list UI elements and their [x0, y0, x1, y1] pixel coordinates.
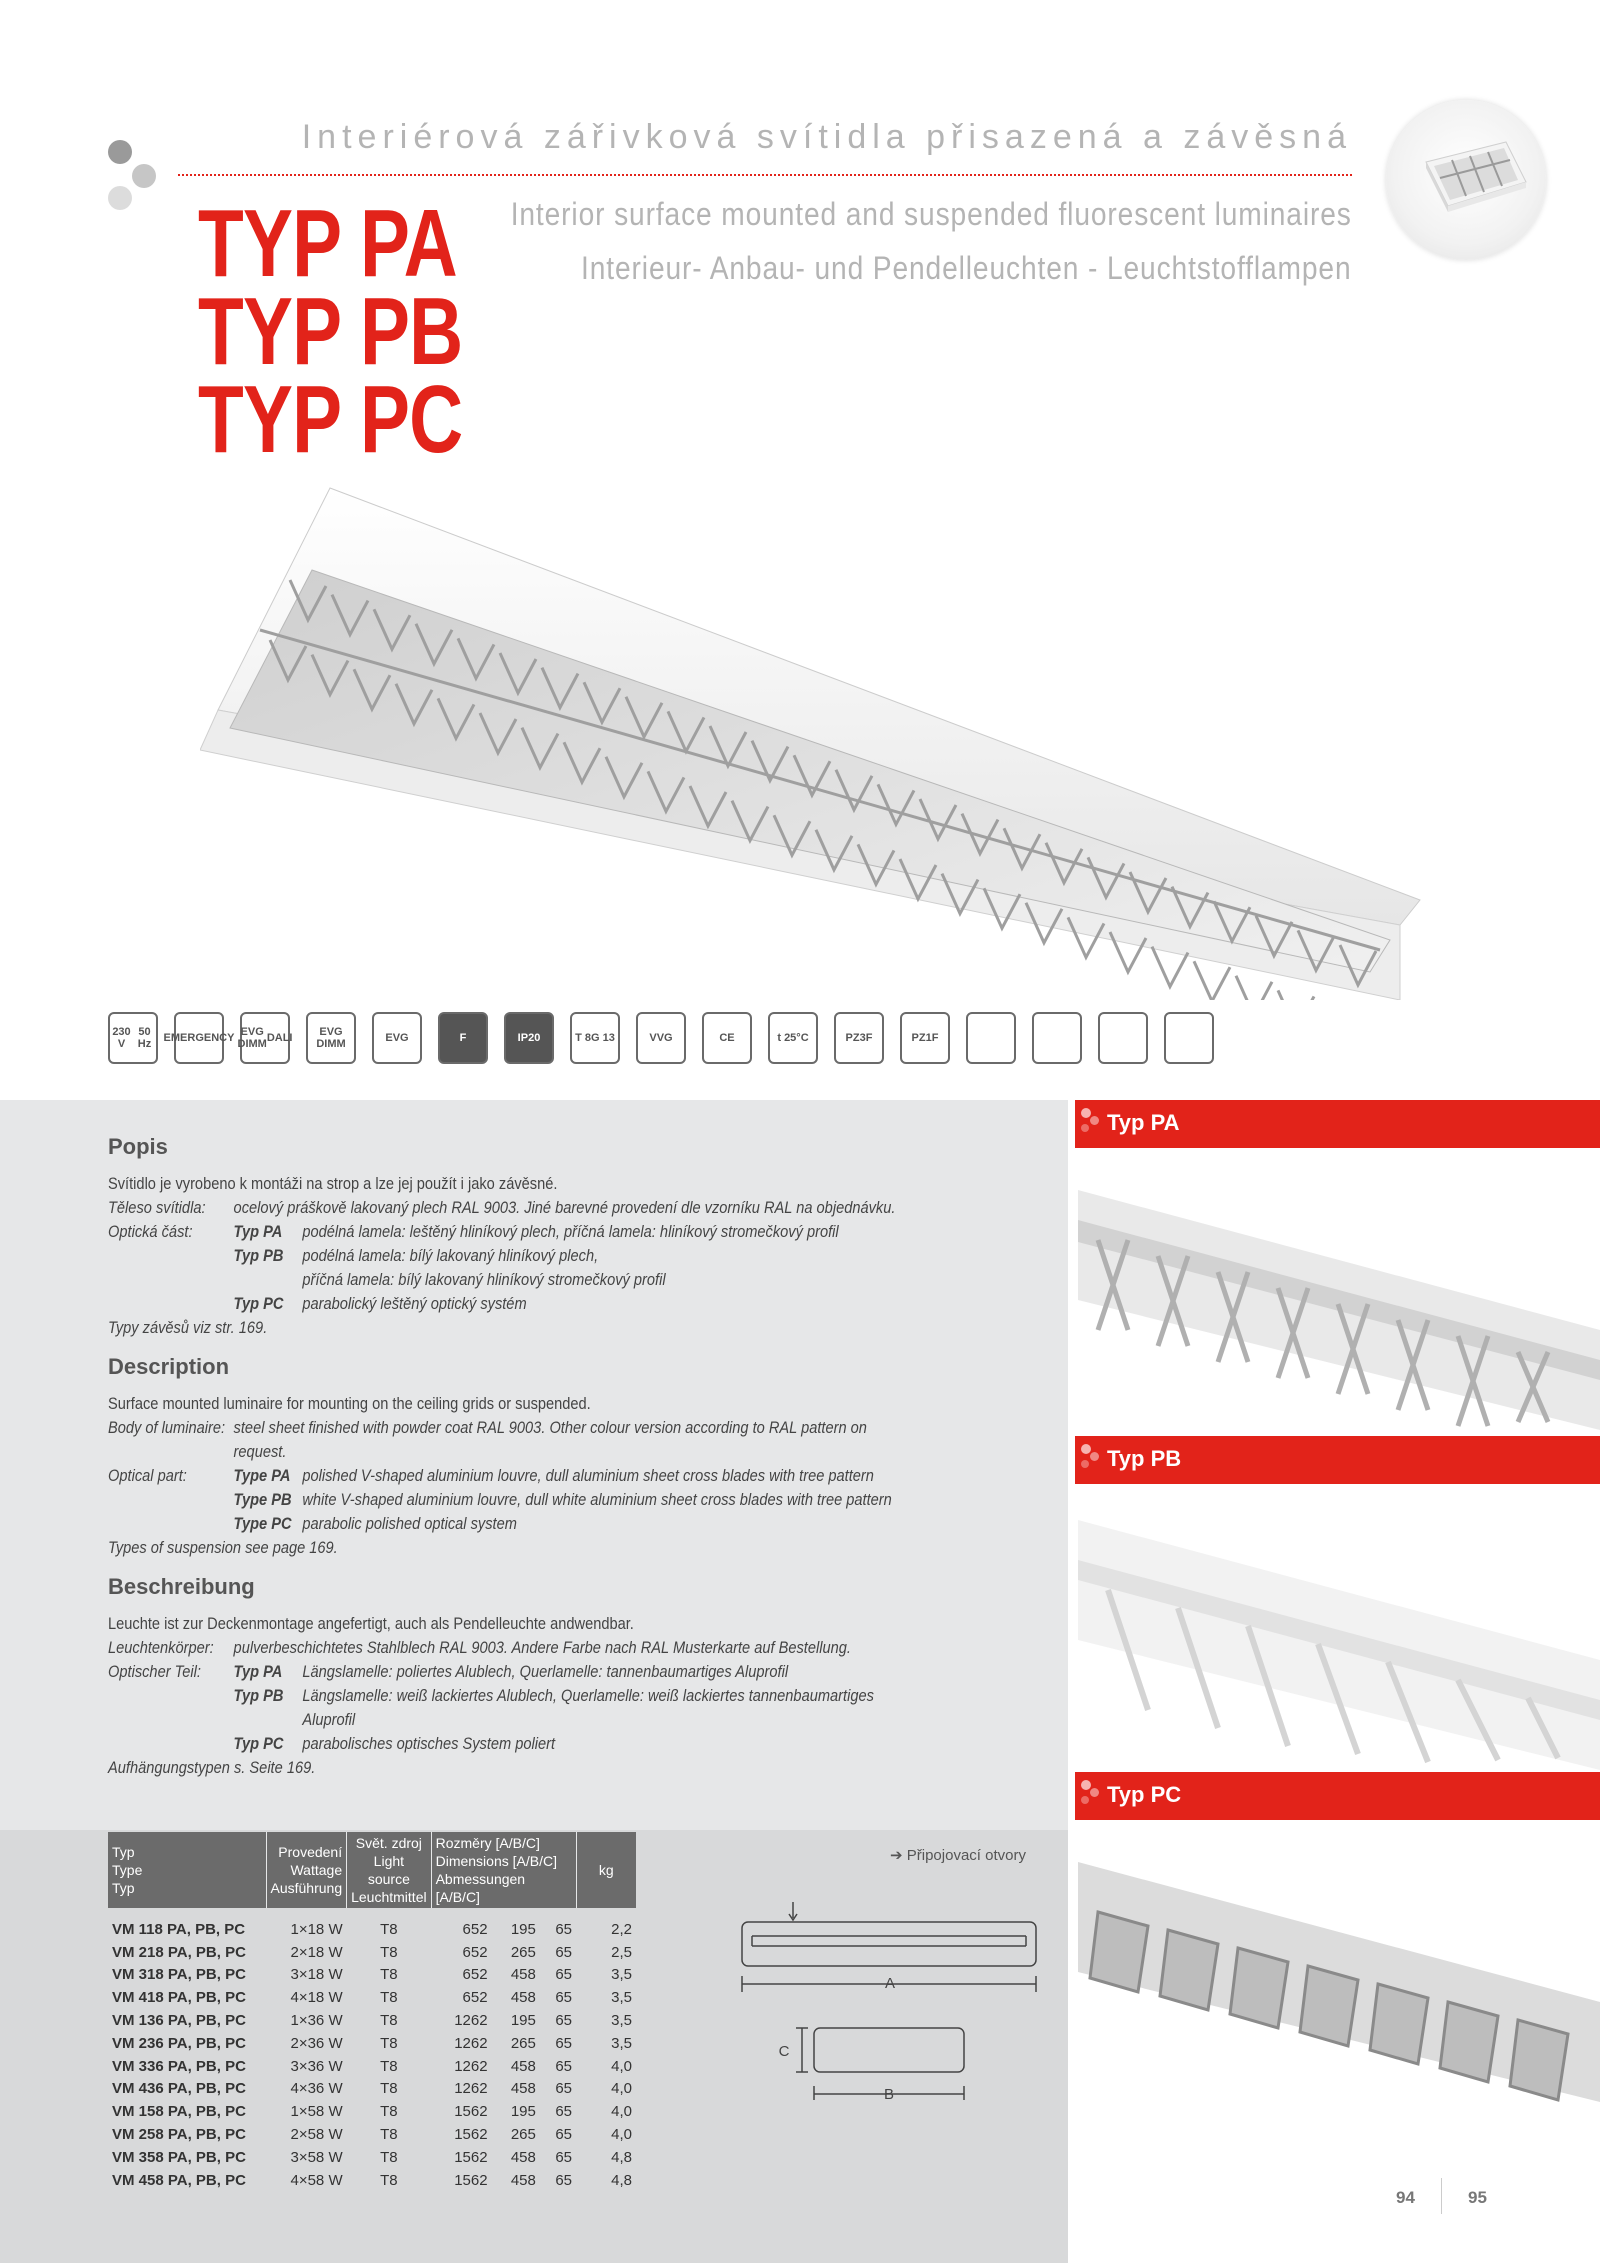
type-titles [198, 190, 537, 473]
table-cell: 1×36 W [290, 2012, 343, 2030]
icon-text: DALI [266, 1032, 293, 1044]
table-cell: 1262 [454, 2034, 488, 2052]
beschreibung-pb-line2: Aluprofil [302, 1710, 356, 1729]
label: Těleso svítidla: [108, 1198, 206, 1217]
value: steel sheet finished with powder coat RAL 9003. Other colour version according to RAL pattern on [233, 1418, 867, 1437]
dot [132, 164, 156, 188]
header-text: Ausführung [270, 1880, 343, 1896]
type-label: Typ PC [233, 1734, 284, 1753]
evg-dimm-dali-icon [237, 1012, 293, 1064]
description-heading: Description [108, 1354, 230, 1379]
table-cell: 4×18 W [290, 1989, 343, 2007]
popis-intro: Svítidlo je vyrobeno k montáži na strop a lze jej použít i jako závěsné. [108, 1174, 558, 1193]
product-thumbnail [1386, 100, 1546, 260]
table-cell: T8 [380, 1920, 398, 1938]
louvre-image-pc [1078, 1852, 1600, 2102]
value: white V-shaped aluminium louvre, dull white aluminium sheet cross blades with tree pattern [302, 1490, 892, 1509]
table-cell: 2×18 W [290, 1943, 343, 1961]
description-body-line2: request. [233, 1442, 287, 1461]
table-cell: VM 218 PA, PB, PC [112, 1943, 246, 1961]
table-row [108, 1918, 636, 1941]
side-label-pa [1075, 1100, 1600, 1148]
page-number-left: 94 [1396, 2188, 1415, 2207]
table-cell: 3,5 [611, 1989, 632, 2007]
table-row [108, 1941, 636, 1964]
table-row [108, 2146, 636, 2169]
value: ocelový práškově lakovaný plech RAL 9003. Jiné barevné provedení dle vzorníku RAL na objednávku. [233, 1198, 896, 1217]
luminaire-product-image [200, 480, 1440, 1000]
table-cell: 1262 [454, 2080, 488, 2098]
table-cell: 4,8 [611, 2171, 632, 2189]
header-text: Light source [367, 1853, 410, 1887]
header-text: Provedení [278, 1844, 343, 1860]
table-cell: 4,0 [611, 2080, 632, 2098]
icon-text: IP [517, 1032, 529, 1044]
header-dimensions [431, 1832, 576, 1908]
pz-3f-icon [834, 1012, 884, 1064]
icon-text: EMERGENCY [163, 1032, 235, 1044]
type-label: Typ PA [233, 1222, 283, 1241]
pz-1f-icon [900, 1012, 950, 1064]
title-cz: Interiérová zářivková svítidla přisazená a závěsná [301, 118, 1352, 156]
table-cell: 65 [555, 2034, 572, 2052]
beschreibung-footer: Aufhängungstypen s. Seite 169. [108, 1758, 316, 1777]
table-cell: 65 [555, 2126, 572, 2144]
table-cell: 1×58 W [290, 2103, 343, 2121]
ce-mark-icon [702, 1012, 752, 1064]
dim-b-label: B [883, 2086, 895, 2103]
table-cell: 4×58 W [290, 2171, 343, 2189]
table-row [108, 1964, 636, 1987]
icon-text: T 8 [575, 1032, 592, 1044]
type-label: Type PB [233, 1490, 292, 1509]
table-cell: 1562 [454, 2126, 488, 2144]
table-cell: T8 [380, 1989, 398, 2007]
table-cell: 3×58 W [290, 2148, 343, 2166]
type-label: Typ PA [233, 1662, 283, 1681]
header-kg [576, 1832, 636, 1908]
bar-dots [1081, 1780, 1101, 1808]
table-cell: 4,0 [611, 2057, 632, 2075]
table-cell: 2×36 W [290, 2034, 343, 2052]
table-cell: 65 [555, 2171, 572, 2189]
table-cell: 65 [555, 2148, 572, 2166]
table-cell: 65 [555, 1920, 572, 1938]
header-divider [178, 174, 1352, 176]
table-cell: 458 [510, 1989, 536, 2007]
table-cell: VM 418 PA, PB, PC [112, 1989, 246, 2007]
t8-g13-icon [570, 1012, 620, 1064]
product-table [108, 1832, 636, 2192]
connection-text: Připojovací otvory [906, 1847, 1026, 1864]
table-cell: 4,8 [611, 2148, 632, 2166]
side-label-pb [1075, 1436, 1600, 1484]
table-row [108, 2055, 636, 2078]
type-label: Typ PB [233, 1246, 284, 1265]
table-cell: 265 [510, 2126, 536, 2144]
value: podélná lamela: bílý lakovaný hliníkový plech, [302, 1246, 599, 1265]
table-cell: T8 [380, 2103, 398, 2121]
table-row [108, 2100, 636, 2123]
type-title-pc: TYP PC [198, 366, 463, 473]
value: podélná lamela: leštěný hliníkový plech, příčná lamela: hliníkový stromečkový profil [302, 1222, 839, 1241]
icon-text: F [459, 1032, 467, 1044]
suspended-icon [1032, 1012, 1082, 1064]
table-cell: 652 [462, 1943, 488, 1961]
louvre-image-pb [1078, 1500, 1600, 1770]
table-cell: 1562 [454, 2171, 488, 2189]
table-cell: T8 [380, 2171, 398, 2189]
side-label-pc [1075, 1772, 1600, 1820]
table-cell: VM 318 PA, PB, PC [112, 1966, 246, 1984]
table-cell: T8 [380, 2034, 398, 2052]
table-cell: 1562 [454, 2148, 488, 2166]
table-cell: VM 358 PA, PB, PC [112, 2148, 246, 2166]
icon-text: 50 Hz [137, 1026, 152, 1050]
table-row [108, 2009, 636, 2032]
table-cell: VM 436 PA, PB, PC [112, 2080, 246, 2098]
icon-text: 20 [528, 1032, 541, 1044]
label: Optická část: [108, 1222, 193, 1241]
header-light-source [347, 1832, 431, 1908]
table-row [108, 2078, 636, 2101]
table-cell: VM 118 PA, PB, PC [112, 1920, 246, 1938]
ip20-icon [504, 1012, 554, 1064]
evg-dimm-icon [306, 1012, 356, 1064]
table-cell: 458 [510, 2057, 536, 2075]
table-cell: 458 [510, 2148, 536, 2166]
bar-dots [1081, 1108, 1101, 1136]
table-cell: T8 [380, 2012, 398, 2030]
label: Body of luminaire: [108, 1418, 226, 1437]
table-cell: 3,5 [611, 2034, 632, 2052]
table-cell: 195 [510, 2103, 536, 2121]
pendant-icon [1098, 1012, 1148, 1064]
page-number-right: 95 [1468, 2188, 1487, 2207]
icon-text: EVG DIMM [237, 1026, 267, 1050]
beschreibung-pb-line [108, 1684, 1016, 1708]
table-cell: 1562 [454, 2103, 488, 2121]
label: Optischer Teil: [108, 1662, 201, 1681]
header-text: Typ [112, 1880, 135, 1896]
header-text: Dimensions [A/B/C] [435, 1853, 557, 1869]
beschreibung-optic-line [108, 1660, 1016, 1684]
table-row [108, 2169, 636, 2192]
value: parabolický leštěný optický systém [302, 1294, 527, 1313]
temperature-icon [768, 1012, 818, 1064]
header-text: Rozměry [A/B/C] [435, 1835, 540, 1851]
table-cell: 1262 [454, 2057, 488, 2075]
page-number-separator [1441, 2178, 1442, 2214]
table-cell: 4×36 W [290, 2080, 343, 2098]
table-spacer [108, 1908, 636, 1918]
value: Längslamelle: weiß lackiertes Alublech, Querlamelle: weiß lackiertes tannenbaumartiges [302, 1686, 874, 1705]
label: Optical part: [108, 1466, 187, 1485]
voltage-icon [108, 1012, 158, 1064]
description-pc-line [108, 1512, 1016, 1536]
table-cell: 65 [555, 2103, 572, 2121]
table-cell: 2×58 W [290, 2126, 343, 2144]
table-cell: 2,5 [611, 1943, 632, 1961]
table-cell: 4,0 [611, 2126, 632, 2144]
icon-text: 1F [925, 1032, 939, 1044]
table-cell: VM 458 PA, PB, PC [112, 2171, 246, 2189]
description-footer: Types of suspension see page 169. [108, 1538, 338, 1557]
table-cell: T8 [380, 2126, 398, 2144]
evg-icon [372, 1012, 422, 1064]
dot [108, 140, 132, 164]
table-cell: T8 [380, 2148, 398, 2166]
dim-a-label: A [884, 1975, 896, 1992]
icon-text: PZ [845, 1032, 860, 1044]
table-cell: 265 [510, 2034, 536, 2052]
description-intro: Surface mounted luminaire for mounting on the ceiling grids or suspended. [108, 1394, 591, 1413]
value: parabolisches optisches System poliert [302, 1734, 556, 1753]
icon-text: PZ [911, 1032, 926, 1044]
icon-text: CE [719, 1032, 735, 1044]
table-cell: VM 258 PA, PB, PC [112, 2126, 246, 2144]
popis-pc-line [108, 1292, 1016, 1316]
beschreibung-intro: Leuchte ist zur Deckenmontage angefertigt, auch als Pendelleuchte andwendbar. [108, 1614, 634, 1633]
header-text: Svět. zdroj [355, 1835, 422, 1851]
table-cell: 2,2 [611, 1920, 632, 1938]
table-cell: 65 [555, 2057, 572, 2075]
table-cell: 458 [510, 1966, 536, 1984]
table-cell: 195 [510, 1920, 536, 1938]
icon-text: G 13 [591, 1032, 615, 1044]
header-text: Typ [112, 1844, 135, 1860]
icon-text: VVG [649, 1032, 673, 1044]
louvre-image-pa [1078, 1180, 1600, 1430]
icon-text: t 25°C [777, 1032, 809, 1044]
table-cell: 1×18 W [290, 1920, 343, 1938]
table-cell: 65 [555, 1989, 572, 2007]
popis-pb-line [108, 1244, 1016, 1268]
table-row [108, 2032, 636, 2055]
table-cell: 65 [555, 2080, 572, 2098]
popis-body-line [108, 1196, 1016, 1220]
side-label-text: Typ PC [1107, 1782, 1182, 1807]
table-header-row [108, 1832, 636, 1908]
table-cell: 195 [510, 2012, 536, 2030]
table-cell: T8 [380, 2057, 398, 2075]
type-label: Type PA [233, 1466, 291, 1485]
popis-footer: Typy závěsů viz str. 169. [108, 1318, 268, 1337]
header-text: Leuchtmittel [351, 1889, 427, 1905]
table-cell: 458 [510, 2171, 536, 2189]
value: Längslamelle: poliertes Alublech, Querlamelle: tannenbaumartiges Aluprofil [302, 1662, 789, 1681]
table-row [108, 2123, 636, 2146]
header-text: Wattage [290, 1862, 343, 1878]
beschreibung-heading: Beschreibung [108, 1574, 255, 1599]
description-pb-line [108, 1488, 1016, 1512]
table-cell: T8 [380, 1966, 398, 1984]
icon-text: 3F [859, 1032, 873, 1044]
icon-text: 230 V [112, 1026, 131, 1050]
beschreibung-pc-line [108, 1732, 1016, 1756]
bar-dots [1081, 1444, 1101, 1472]
type-title-pb: TYP PB [198, 278, 463, 385]
table-cell: T8 [380, 1943, 398, 1961]
table-cell: 652 [462, 1966, 488, 1984]
table-cell: 4,0 [611, 2103, 632, 2121]
value: parabolic polished optical system [302, 1514, 517, 1533]
description-optic-line [108, 1464, 1016, 1488]
table-cell: 3,5 [611, 1966, 632, 1984]
table-cell: 65 [555, 2012, 572, 2030]
title-de: Interieur- Anbau- und Pendelleuchten - Leuchtstofflampen [581, 250, 1352, 286]
table-cell: 65 [555, 1943, 572, 1961]
title-en: Interior surface mounted and suspended fluorescent luminaires [510, 196, 1352, 232]
header-type [108, 1832, 266, 1908]
table-cell: 652 [462, 1920, 488, 1938]
table-cell: 3×18 W [290, 1966, 343, 1984]
header-text: Type [112, 1862, 143, 1878]
table-cell: 458 [510, 2080, 536, 2098]
table-cell: VM 336 PA, PB, PC [112, 2057, 246, 2075]
table-cell: 265 [510, 1943, 536, 1961]
icon-text: EVG [385, 1032, 409, 1044]
description-section [108, 1354, 1018, 1560]
dot [108, 186, 132, 210]
type-title-pa: TYP PA [198, 190, 457, 297]
table-row [108, 1986, 636, 2009]
type-label: Type PC [233, 1514, 292, 1533]
description-body-line [108, 1416, 1016, 1440]
type-label: Typ PB [233, 1686, 284, 1705]
popis-heading: Popis [108, 1134, 168, 1159]
dimension-drawing [740, 1844, 1040, 2124]
popis-optic-line [108, 1220, 1016, 1244]
table-cell: 1262 [454, 2012, 488, 2030]
ceiling-mount-icon [1164, 1012, 1214, 1064]
type-label: Typ PC [233, 1294, 284, 1313]
table-cell: 3×36 W [290, 2057, 343, 2075]
label: Leuchtenkörper: [108, 1638, 214, 1657]
table-cell: 3,5 [611, 2012, 632, 2030]
header-text: Abmessungen [A/B/C] [435, 1871, 526, 1905]
header-wattage [266, 1832, 347, 1908]
value: polished V-shaped aluminium louvre, dull aluminium sheet cross blades with tree pattern [302, 1466, 874, 1485]
table-cell: VM 236 PA, PB, PC [112, 2034, 246, 2052]
popis-section [108, 1134, 1018, 1340]
value: pulverbeschichtetes Stahlblech RAL 9003. Andere Farbe nach RAL Musterkarte auf Bestellung. [233, 1638, 851, 1657]
table-cell: 65 [555, 1966, 572, 1984]
table-cell: T8 [380, 2080, 398, 2098]
table-cell: VM 158 PA, PB, PC [112, 2103, 246, 2121]
header-text: kg [598, 1862, 614, 1878]
vvg-icon [636, 1012, 686, 1064]
table-cell: VM 136 PA, PB, PC [112, 2012, 246, 2030]
side-label-text: Typ PB [1107, 1446, 1182, 1471]
icon-text: EVG DIMM [316, 1026, 346, 1050]
connection-label: ➔ Připojovací otvory [890, 1847, 1026, 1864]
popis-pb-line2: příčná lamela: bílý lakovaný hliníkový stromečkový profil [302, 1270, 666, 1289]
header-dots [108, 140, 160, 212]
beschreibung-section [108, 1574, 1018, 1780]
emergency-icon [163, 1012, 235, 1064]
tool-icon [966, 1012, 1016, 1064]
table-cell: 652 [462, 1989, 488, 2007]
f-mark-icon [438, 1012, 488, 1064]
dim-c-label: C [778, 2043, 790, 2060]
side-label-text: Typ PA [1107, 1110, 1180, 1135]
beschreibung-body-line [108, 1636, 1016, 1660]
